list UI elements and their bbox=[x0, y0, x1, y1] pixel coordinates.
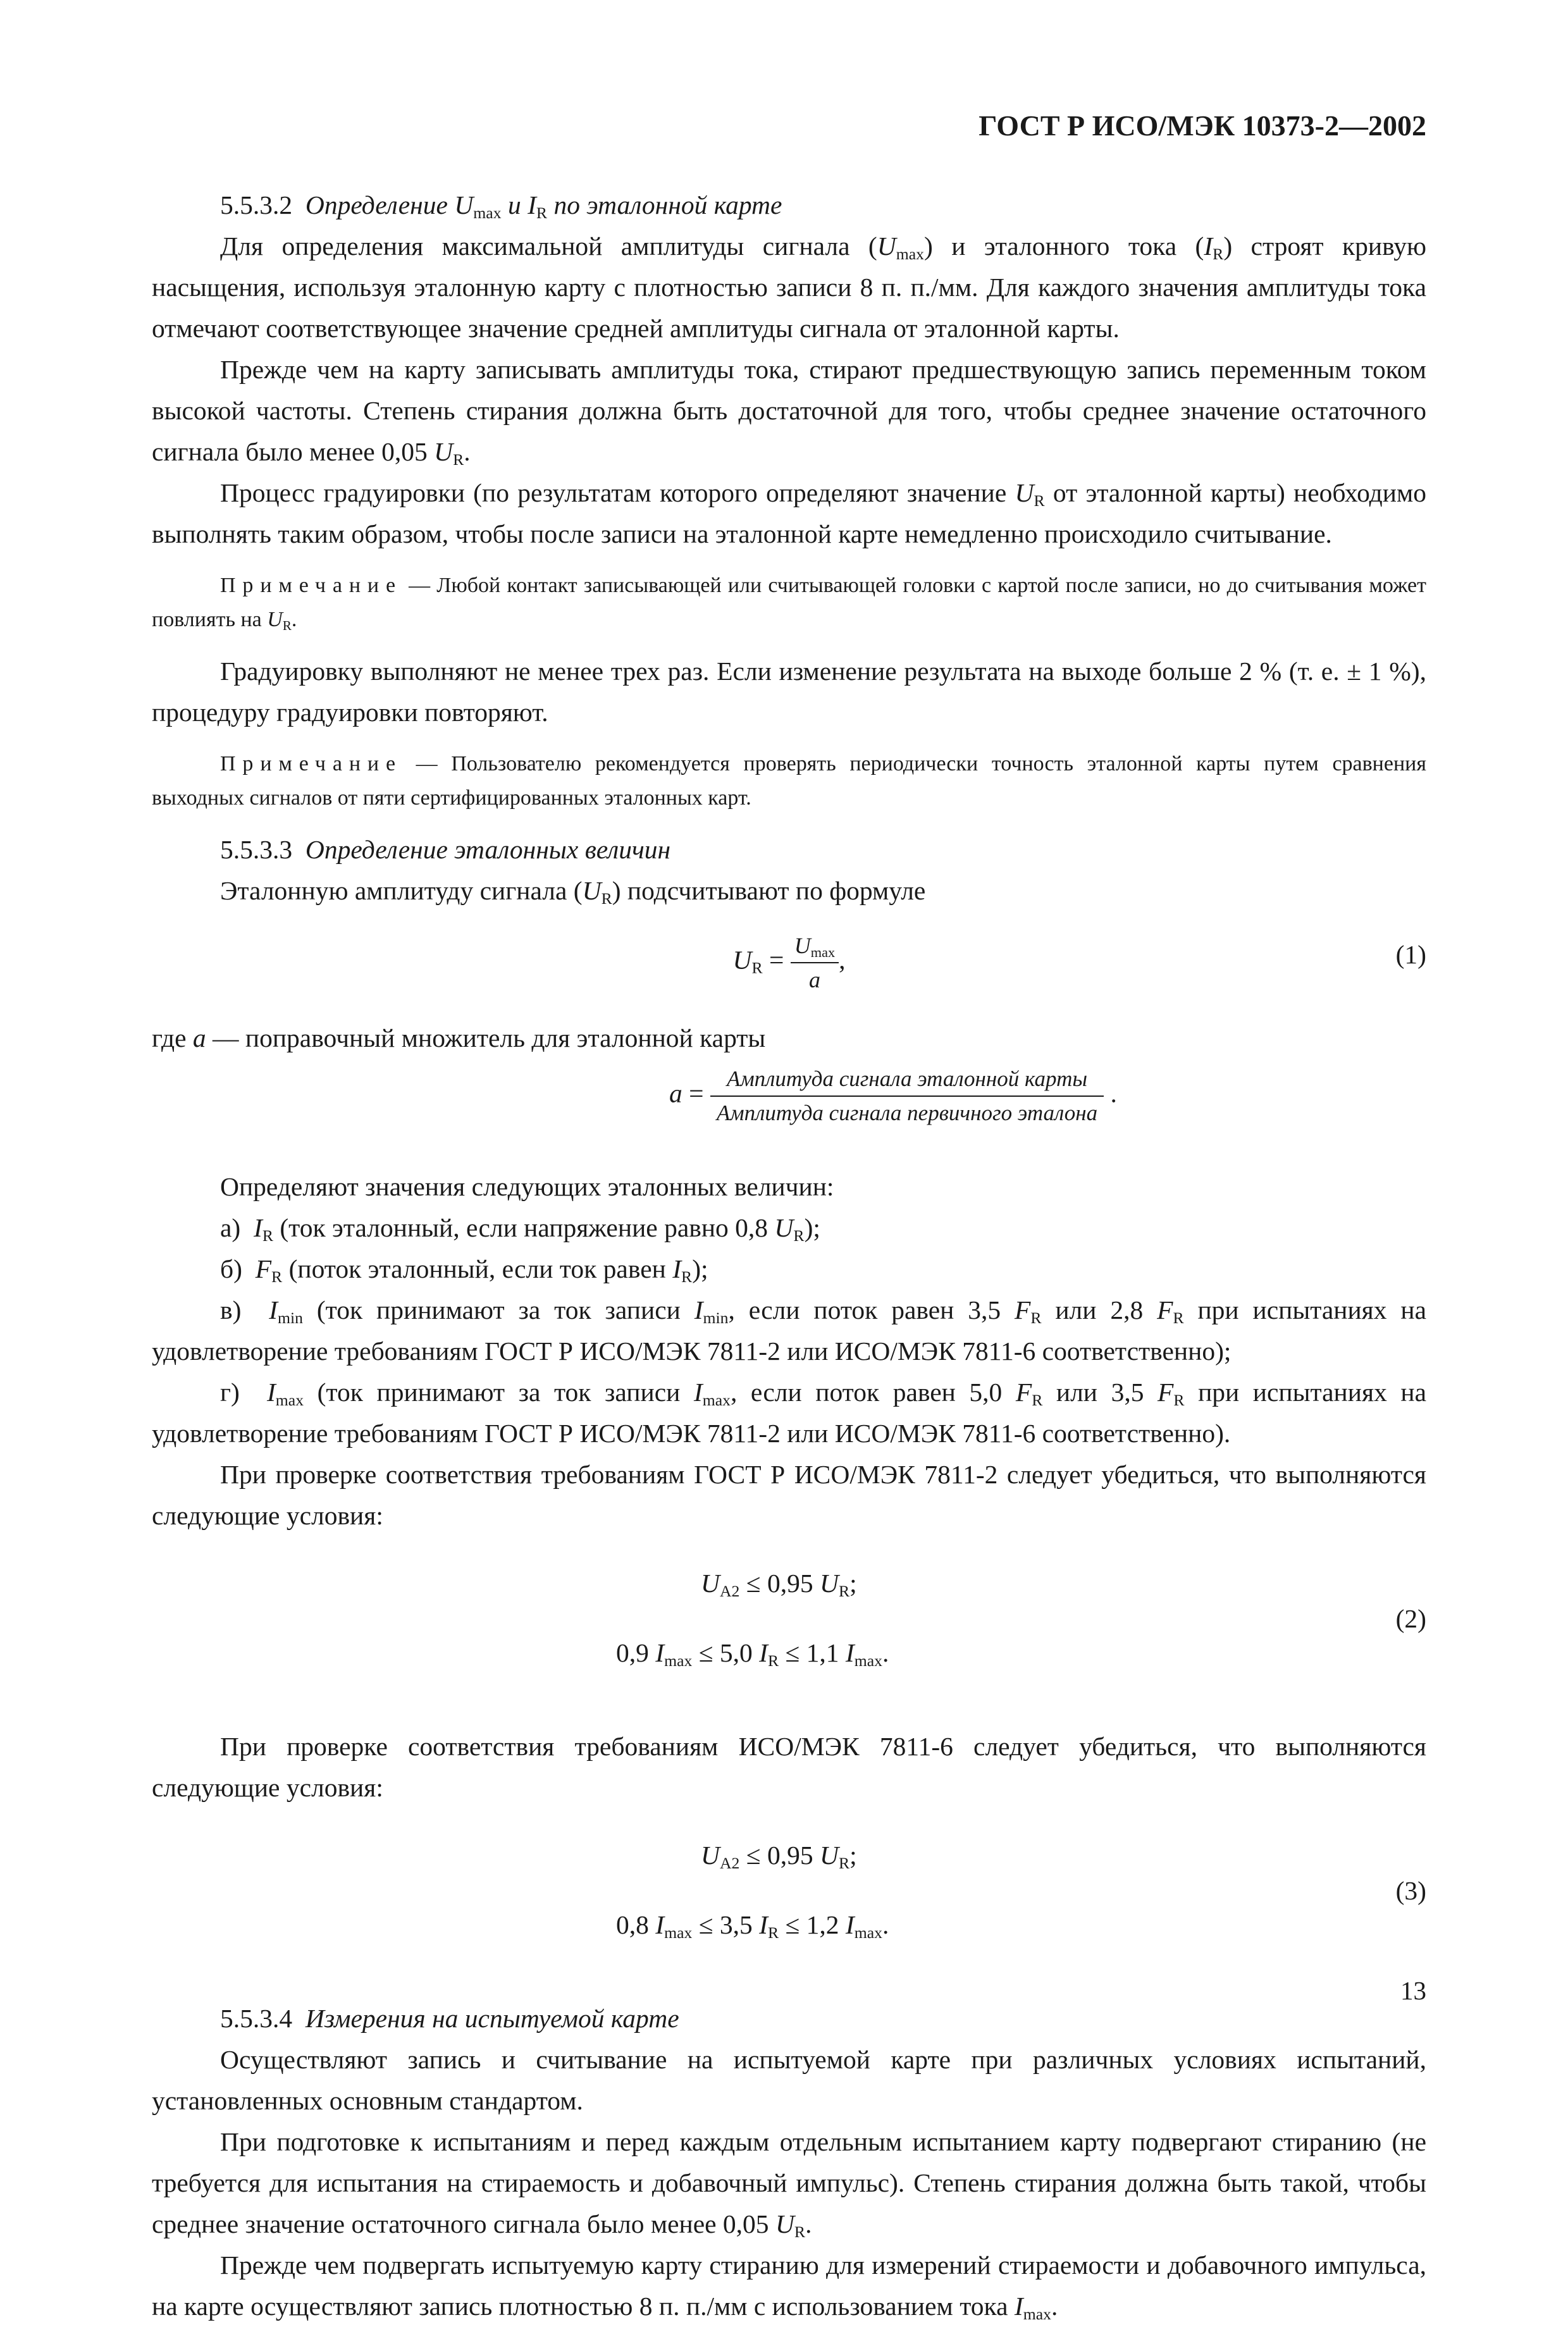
section-heading-5533: 5.5.3.3 Определение эталонных величин bbox=[220, 835, 671, 864]
list-item: г) $I_{max}$ (ток принимают за ток записи $I_{max}$, если поток равен 5,0 $F_R$ или 3,5 $F_R$ при испытаниях на удовлетворение требованиям ГОСТ Р ИСО/МЭК 7811-2 или ИСО/МЭК 7811-6 соответственно). bbox=[152, 1378, 1426, 1448]
formula-line: 0,9 $I_{max} \le 5,0$ $I_R \le 1,1$ $I_{max}$. bbox=[616, 1638, 889, 1670]
list-item: в) $I_{min}$ (ток принимают за ток записи $I_{min}$, если поток равен 3,5 $F_R$ или 2,8 $F_R$ при испытаниях на удовлетворение требованиям ГОСТ Р ИСО/МЭК 7811-2 или ИСО/МЭК 7811-6 соответственно); bbox=[152, 1295, 1427, 1366]
section-heading-5532: 5.5.3.2 Определение $U_{max}$ и $I_R$ по эталонной карте bbox=[220, 190, 782, 223]
equation-number: (3) bbox=[1395, 1876, 1426, 1905]
section-heading-5534: 5.5.3.4 Измерения на испытуемой карте bbox=[220, 2004, 679, 2033]
page-header: ГОСТ Р ИСО/МЭК 10373-2—2002 bbox=[978, 109, 1426, 142]
fraction: $\frac{\text{Амплитуда сигнала эталонной карты}}{\text{Амплитуда сигнала первичного эталона}}$ bbox=[710, 1063, 1104, 1130]
equation-number: (1) bbox=[1395, 940, 1426, 969]
page-content bbox=[152, 178, 1426, 2327]
fraction: $\frac{U_{max}}{a}$ bbox=[791, 929, 839, 996]
note: Примечание — Пользователю рекомендуется проверять периодически точность эталонной карты путем сравнения выходных сигналов от пяти сертифицированных эталонных карт. bbox=[152, 752, 1426, 810]
paragraph: Градуировку выполняют не менее трех раз. Если изменение результата на выходе больше 2 % (т. е. ± 1 %), процедуру градуировки повторяют. bbox=[152, 657, 1426, 727]
formula-1 bbox=[152, 924, 1426, 1000]
note-label: Примечание bbox=[220, 574, 402, 597]
page-number: 13 bbox=[1400, 1976, 1426, 2005]
formula-3 bbox=[152, 1822, 1426, 1980]
formula-line: 0,8 $I_{max} \le 3,5$ $I_R \le 1,2$ $I_{max}$. bbox=[616, 1910, 889, 1942]
paragraph: При проверке соответствия требованиям ИСО/МЭК 7811-6 следует убедиться, что выполняются следующие условия: bbox=[152, 1732, 1426, 1802]
formula-line: $U_{A2} \le 0,95$ $U_R$; bbox=[701, 1569, 857, 1601]
paragraph: Определяют значения следующих эталонных величин: bbox=[220, 1172, 834, 1201]
list-item: а) $I_R$ (ток эталонный, если напряжение равно 0,8 $U_R$); bbox=[220, 1213, 820, 1245]
paragraph: Прежде чем подвергать испытуемую карту стиранию для измерений стираемости и добавочного импульса, на карте осуществляют запись плотностью 8 п. п./мм с использованием тока $I_{max}$. bbox=[152, 2250, 1426, 2324]
note-label: Примечание bbox=[220, 752, 402, 775]
paragraph: При проверке соответствия требованиям ГОСТ Р ИСО/МЭК 7811-2 следует убедиться, что выполняются следующие условия: bbox=[152, 1460, 1426, 1530]
formula-2 bbox=[152, 1550, 1426, 1708]
equation-number: (2) bbox=[1395, 1604, 1426, 1633]
paragraph: Осуществляют запись и считывание на испытуемой карте при различных условиях испытаний, установленных основным стандартом. bbox=[152, 2045, 1426, 2115]
formula-line: $U_{A2} \le 0,95$ $U_R$; bbox=[701, 1841, 857, 1873]
list-item: б) $F_R$ (поток эталонный, если ток равен $I_R$); bbox=[220, 1254, 708, 1287]
paragraph: Прежде чем на карту записывать амплитуды тока, стирают предшествующую запись переменным током высокой частоты. Степень стирания должна быть достаточной для того, чтобы среднее значение остаточного сигнала было менее 0,05 $U_R$. bbox=[152, 355, 1426, 469]
paragraph: При подготовке к испытаниям и перед каждым отдельным испытанием карту подвергают стиранию (не требуется для испытания на стираемость и добавочный импульс). Степень стирания должна быть такой, чтобы среднее значение остаточного сигнала было менее 0,05 $U_R$. bbox=[152, 2127, 1426, 2242]
formula-a bbox=[152, 1063, 1426, 1139]
formula-expression: a = $\frac{\text{Амплитуда сигнала эталонной карты}}{\text{Амплитуда сигнала первичного эталона}}$ . bbox=[669, 1063, 1117, 1130]
note: Примечание — Любой контакт записывающей или считывающей головки с картой после записи, но до считывания может повлиять на $U_R$. bbox=[152, 574, 1426, 633]
paragraph: Эталонную амплитуду сигнала $(U_R)$ подсчитывают по формуле bbox=[220, 876, 926, 908]
formula-expression: $U_R$ = $\frac{U_{max}}{a}$ , bbox=[152, 929, 1426, 996]
paragraph: Для определения максимальной амплитуды сигнала $(U_{max})$ и эталонного тока $(I_R)$ строят кривую насыщения, используя эталонную карту с плотностью записи 8 п. п./мм. Для каждого значения амплитуды тока отмечают соответствующее значение средней амплитуды сигнала от эталонной карты. bbox=[152, 231, 1426, 343]
paragraph: где a — поправочный множитель для эталонной карты bbox=[152, 1023, 766, 1052]
paragraph: Процесс градуировки (по результатам которого определяют значение $U_R$ от эталонной карты) необходимо выполнять таким образом, чтобы после записи на эталонной карте немедленно происходило считывание. bbox=[152, 478, 1426, 548]
